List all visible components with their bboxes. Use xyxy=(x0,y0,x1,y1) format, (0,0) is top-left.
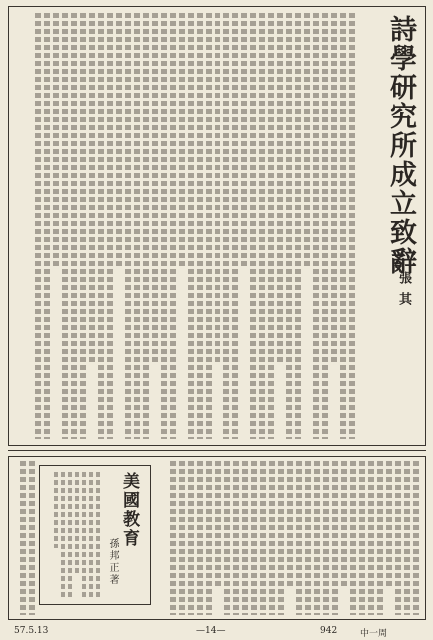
text-column xyxy=(232,13,238,439)
text-column xyxy=(413,461,419,615)
text-column xyxy=(68,472,72,598)
text-column xyxy=(404,461,410,615)
text-column xyxy=(259,13,265,439)
text-column xyxy=(368,461,374,615)
text-column xyxy=(313,13,319,439)
text-column xyxy=(54,472,58,548)
text-column xyxy=(134,13,140,439)
text-column xyxy=(341,461,347,587)
text-column xyxy=(89,13,95,362)
section-divider xyxy=(8,450,426,451)
text-column xyxy=(20,461,26,615)
text-column xyxy=(107,13,113,439)
text-column xyxy=(251,461,257,615)
text-column xyxy=(260,461,266,615)
text-column xyxy=(250,13,256,439)
text-column xyxy=(44,13,50,439)
text-column xyxy=(206,461,212,615)
text-column xyxy=(152,13,158,362)
footer-issue: 942 xyxy=(320,626,338,636)
text-column xyxy=(53,13,59,269)
text-column xyxy=(278,461,284,615)
article-text-columns xyxy=(35,13,355,439)
text-column xyxy=(170,461,176,615)
text-column xyxy=(340,13,346,439)
text-column xyxy=(287,461,293,587)
text-column xyxy=(359,461,365,615)
text-column xyxy=(206,13,212,439)
text-column xyxy=(170,13,176,439)
text-column xyxy=(322,13,328,439)
text-column xyxy=(35,13,41,439)
text-column xyxy=(188,13,194,439)
text-column xyxy=(296,461,302,615)
text-column xyxy=(242,461,248,615)
text-column xyxy=(323,461,329,615)
text-column xyxy=(29,461,35,615)
text-column xyxy=(223,13,229,439)
text-column xyxy=(386,461,392,587)
text-column xyxy=(268,13,274,439)
text-column xyxy=(305,461,311,615)
text-column xyxy=(224,461,230,615)
text-column xyxy=(75,472,79,575)
text-column xyxy=(269,461,275,615)
text-column xyxy=(61,472,65,598)
text-column xyxy=(331,13,337,362)
text-column xyxy=(295,13,301,439)
article-title: 詩學研究所成立致辭 xyxy=(385,15,416,276)
text-column xyxy=(286,13,292,439)
text-column xyxy=(197,461,203,615)
footer-date: 57.5.13 xyxy=(14,626,49,636)
text-column xyxy=(143,13,149,439)
text-column xyxy=(179,13,185,269)
text-column xyxy=(215,13,221,362)
text-column xyxy=(304,13,310,269)
text-column xyxy=(89,472,93,598)
text-column xyxy=(233,461,239,615)
text-column xyxy=(161,13,167,439)
text-column xyxy=(395,461,401,615)
lower-section xyxy=(8,456,426,620)
footer-page-number: —14— xyxy=(196,626,226,636)
text-column xyxy=(179,461,185,615)
text-column xyxy=(197,13,203,439)
text-column xyxy=(125,13,131,439)
book-notice-author: 孫邦正著 xyxy=(107,538,118,586)
text-column xyxy=(332,461,338,615)
text-column xyxy=(314,461,320,615)
footer-publication: 中一周 xyxy=(360,629,388,639)
margin-text-columns xyxy=(15,461,35,615)
text-column xyxy=(96,472,100,598)
book-notice-box xyxy=(39,465,151,605)
text-column xyxy=(377,461,383,615)
text-column xyxy=(62,13,68,439)
text-column xyxy=(98,13,104,439)
text-column xyxy=(116,13,122,269)
text-column xyxy=(82,472,86,598)
lower-text-columns xyxy=(169,461,419,615)
text-column xyxy=(349,13,355,439)
text-column xyxy=(71,13,77,439)
main-article xyxy=(8,6,426,446)
text-column xyxy=(215,461,221,587)
text-column xyxy=(80,13,86,439)
text-column xyxy=(188,461,194,615)
page-footer xyxy=(8,626,426,638)
article-author: 張其 xyxy=(396,271,411,313)
text-column xyxy=(277,13,283,362)
text-column xyxy=(350,461,356,615)
book-notice-title: 美國教育 xyxy=(119,472,139,548)
text-column xyxy=(241,13,247,269)
book-notice-text-columns xyxy=(44,472,100,598)
